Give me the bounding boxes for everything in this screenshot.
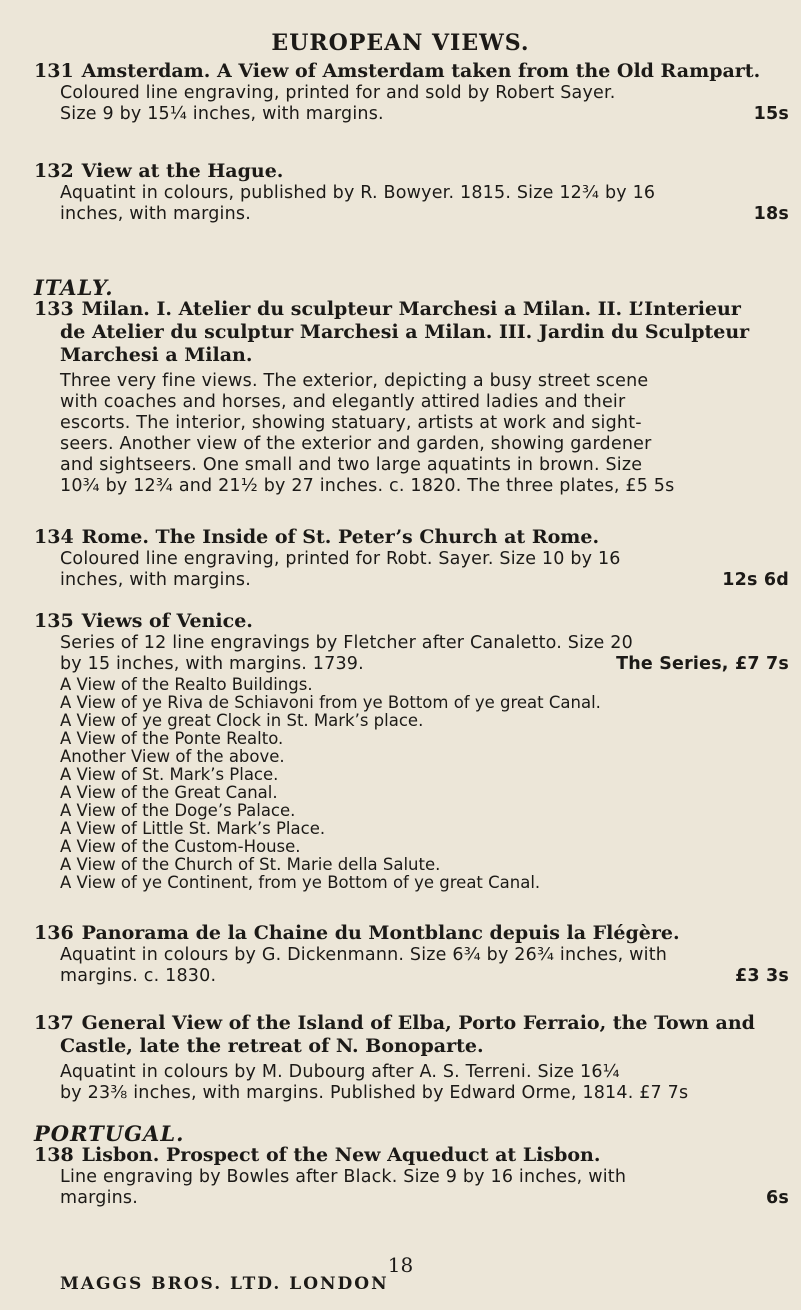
list-item: A View of the Ponte Realto. [60,729,284,748]
description-line: seers. Another view of the exterior and garden, showing gardener [60,434,652,454]
entry-title-text: Milan. I. Atelier du sculpteur Marchesi a Milan. II. L’Interieur [81,298,741,320]
description-line: margins. [60,1188,139,1208]
entry-description [60,549,789,591]
list-item: A View of ye Riva de Schiavoni from ye Bottom of ye great Canal. [60,693,601,712]
description-line: Aquatint in colours by G. Dickenmann. Size 6¾ by 26¾ inches, with [60,945,668,965]
entry-137 [34,1012,789,1104]
entry-title [34,1012,789,1035]
venice-views-list [34,676,789,892]
description-line: escorts. The interior, showing statuary, artists at work and sight- [60,413,642,433]
list-item: A View of the Church of St. Marie della Salute. [60,855,441,874]
publisher-footer: MAGGS BROS. LTD. LONDON [60,1274,389,1294]
entry-title-text: General View of the Island of Elba, Porto Ferraio, the Town and [81,1012,755,1034]
description-line: and sightseers. One small and two large aquatints in brown. Size [60,455,643,475]
description-line: Three very fine views. The exterior, depicting a busy street scene [60,371,649,391]
entry-description [60,83,789,125]
description-line: Series of 12 line engravings by Fletcher after Canaletto. Size 20 [60,633,633,653]
page-number: 18 [387,1253,414,1277]
list-item: A View of the Realto Buildings. [60,675,313,694]
description-line: with coaches and horses, and elegantly attired ladies and their [60,392,626,412]
entry-number: 134 [34,526,74,548]
entry-description [60,183,789,225]
description-line: Aquatint in colours by M. Dubourg after A. S. Terreni. Size 16¼ [60,1062,620,1082]
list-item: A View of Little St. Mark’s Place. [60,819,326,838]
entry-title-text: Amsterdam. A View of Amsterdam taken from the Old Rampart. [81,60,761,82]
entry-title-text: Panorama de la Chaine du Montblanc depuis la Flégère. [81,922,680,944]
entry-number: 132 [34,160,74,182]
entry-title-text: Views of Venice. [81,610,253,632]
price: 18s [753,204,789,224]
entry-description [60,945,789,987]
entry-description [60,371,789,497]
entry-number: 133 [34,298,74,320]
price: £3 3s [734,966,789,986]
entry-title-text: Lisbon. Prospect of the New Aqueduct at Lisbon. [81,1144,601,1166]
section-heading-portugal: PORTUGAL. [34,1121,185,1146]
entry-title [34,60,789,83]
entry-title [34,922,789,945]
entry-132 [34,160,789,225]
entry-138 [34,1144,789,1209]
entry-number: 135 [34,610,74,632]
list-item: A View of ye great Clock in St. Mark’s place. [60,711,424,730]
entry-title-text: View at the Hague. [81,160,284,182]
description-line: inches, with margins. [60,570,251,590]
entry-title [34,610,789,633]
entry-title [34,160,789,183]
description-line: Size 9 by 15¼ inches, with margins. [60,104,384,124]
entry-description [60,1062,789,1104]
description-line: by 23⅜ inches, with margins. Published by Edward Orme, 1814. £7 7s [60,1083,689,1103]
entry-title-continued: Castle, late the retreat of N. Bonoparte. [60,1035,484,1057]
description-line: Coloured line engraving, printed for Robt. Sayer. Size 10 by 16 [60,549,621,569]
entry-title [34,526,789,549]
list-item: A View of ye Continent, from ye Bottom of ye great Canal. [60,873,541,892]
description-line: Coloured line engraving, printed for and sold by Robert Sayer. [60,83,616,103]
entry-description [60,633,789,675]
list-item: A View of the Great Canal. [60,783,278,802]
description-line: inches, with margins. [60,204,251,224]
entry-131 [34,60,789,125]
entry-title [34,298,789,321]
description-line: 10¾ by 12¾ and 21½ by 27 inches. c. 1820. The three plates, £5 5s [60,476,675,496]
entry-title-continued: Marchesi a Milan. [60,344,253,366]
description-line: by 15 inches, with margins. 1739. [60,654,364,674]
description-line: margins. c. 1830. [60,966,217,986]
entry-136 [34,922,789,987]
entry-135 [34,610,789,892]
entry-number: 138 [34,1144,74,1166]
entry-number: 137 [34,1012,74,1034]
entry-title-text: Rome. The Inside of St. Peter’s Church at Rome. [81,526,600,548]
price: 6s [766,1188,789,1208]
entry-134 [34,526,789,591]
page-header: EUROPEAN VIEWS. [271,30,530,56]
list-item: A View of St. Mark’s Place. [60,765,279,784]
section-heading-italy: ITALY. [34,275,114,300]
price: 12s 6d [722,570,789,590]
entry-title-continued: de Atelier du sculptur Marchesi a Milan. III. Jardin du Sculpteur [60,321,750,343]
entry-title [34,1144,789,1167]
description-line: Aquatint in colours, published by R. Bowyer. 1815. Size 12¾ by 16 [60,183,656,203]
entry-133 [34,298,789,497]
entry-number: 136 [34,922,74,944]
entry-description [60,1167,789,1209]
list-item: A View of the Custom-House. [60,837,301,856]
list-item: A View of the Doge’s Palace. [60,801,296,820]
entry-number: 131 [34,60,74,82]
price: The Series, £7 7s [616,654,789,674]
price: 15s [753,104,789,124]
list-item: Another View of the above. [60,747,285,766]
description-line: Line engraving by Bowles after Black. Size 9 by 16 inches, with [60,1167,627,1187]
